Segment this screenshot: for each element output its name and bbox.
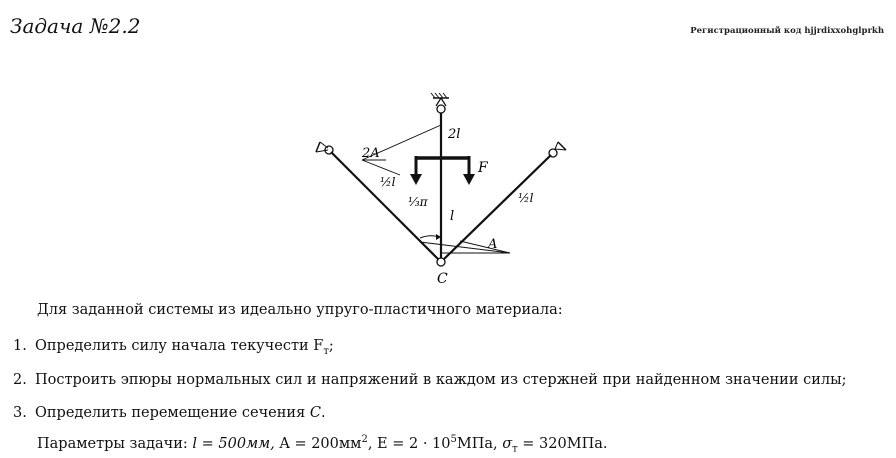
problem-item-1 [13, 338, 334, 357]
top-support-icon [431, 93, 449, 113]
registration-code: Регистрационный код hjjrdixxohglprkh [690, 26, 884, 36]
problem-parameters [37, 434, 607, 455]
param-e-exponent: 5 [450, 434, 457, 445]
item-number: 3. [13, 405, 27, 421]
item-text: Определить перемещение сечения [35, 405, 310, 421]
force-arrows [410, 156, 475, 185]
problem-intro: Для заданной системы из идеально упруго-пластичного материала: [37, 302, 563, 318]
label-a: A [488, 237, 498, 252]
label-half-l-right: ½l [518, 191, 534, 205]
problem-item-3 [13, 405, 326, 421]
param-e: E = 2 · 10 [377, 435, 451, 452]
param-a: A = 200мм [279, 435, 362, 452]
label-2a: 2A [362, 146, 380, 161]
item-text: Построить эпюры нормальных сил и напряжений в каждом из стержней при найденном значении силы; [35, 372, 847, 388]
param-sigma-subscript: т [512, 443, 518, 455]
item-text: Определить силу начала текучести F [35, 338, 324, 354]
item-number: 1. [13, 338, 27, 354]
label-l: l [450, 209, 455, 224]
item-number: 2. [13, 372, 27, 388]
item-tail: ; [328, 338, 334, 354]
right-support-icon [549, 142, 566, 157]
label-force: F [478, 160, 488, 176]
label-c: C [437, 271, 448, 287]
param-l: l = 500мм, [192, 435, 280, 452]
param-e-tail: МПа, [456, 435, 503, 452]
node-c [437, 258, 445, 266]
params-prefix: Параметры задачи: [37, 435, 193, 452]
label-third-pi: ⅓π [408, 195, 428, 209]
param-a-exponent: 2 [361, 434, 368, 445]
problem-item-2 [13, 372, 847, 388]
param-sigma-tail: = 320МПа. [517, 435, 608, 452]
item-subscript: т [323, 345, 329, 357]
param-sigma: σ [502, 435, 513, 452]
item-tail: . [320, 405, 326, 421]
label-2l: 2l [448, 127, 461, 142]
task-title: Задача №2.2 [10, 14, 141, 38]
truss-diagram [300, 90, 580, 290]
param-a-tail: , [367, 435, 378, 452]
label-half-l-left: ½l [380, 175, 396, 189]
left-support-icon [316, 142, 333, 154]
item-variable: C [309, 405, 321, 421]
